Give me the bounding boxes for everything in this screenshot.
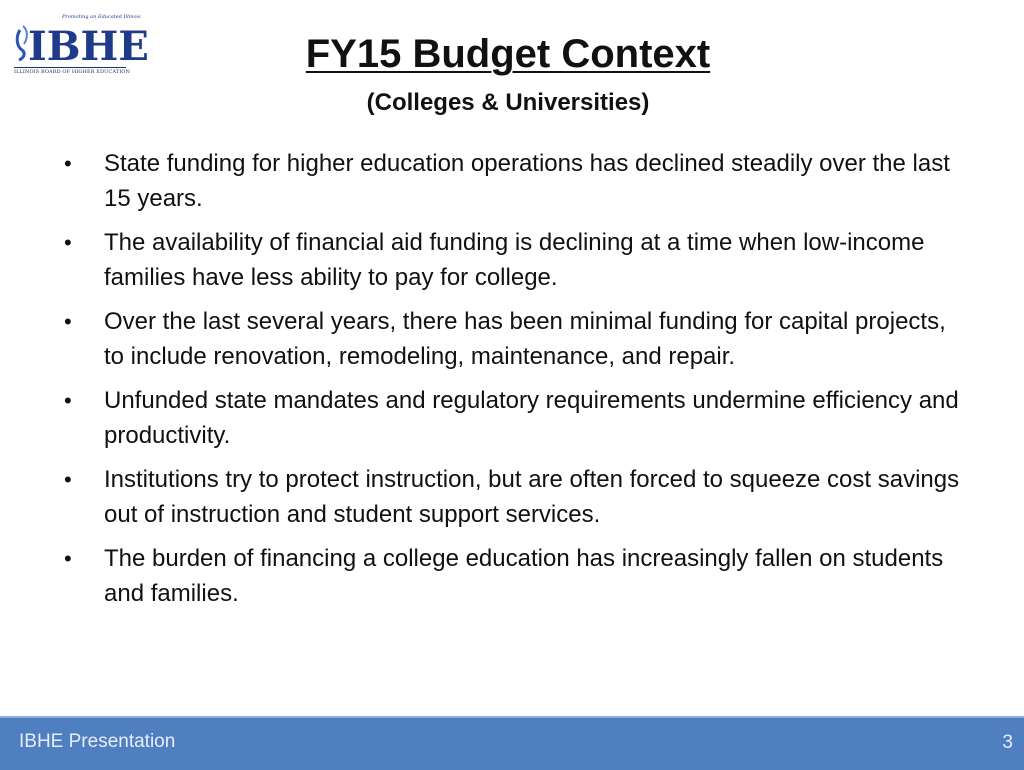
- footer-bar: [0, 716, 1024, 770]
- bullet-dot-icon: •: [64, 388, 72, 413]
- bullet-dot-icon: •: [64, 230, 72, 255]
- bullet-item: [62, 304, 962, 374]
- bullet-text: The availability of financial aid funding is declining at a time when low-income families have less ability to pay for college.: [104, 229, 925, 291]
- logo-tagline: Promoting an Educated Illinois: [62, 14, 141, 20]
- bullet-list: [62, 146, 962, 620]
- bullet-item: [62, 541, 962, 611]
- bullet-text: Institutions try to protect instruction, but are often forced to squeeze cost savings out of instruction and student support services.: [104, 466, 960, 528]
- bullet-dot-icon: •: [64, 151, 72, 176]
- bullet-dot-icon: •: [64, 467, 72, 492]
- bullet-item: [62, 225, 962, 295]
- bullet-item: [62, 462, 962, 532]
- footer-label: IBHE Presentation: [19, 731, 176, 752]
- logo-wordmark: IBHE: [28, 23, 149, 70]
- bullet-dot-icon: •: [64, 546, 72, 571]
- bullet-text: Unfunded state mandates and regulatory requirements undermine efficiency and productivity.: [104, 387, 959, 449]
- logo-org-name: ILLINOIS BOARD OF HIGHER EDUCATION: [14, 69, 130, 75]
- slide-title: FY15 Budget Context: [305, 32, 711, 76]
- bullet-text: State funding for higher education operations has declined steadily over the last 15 years.: [104, 150, 950, 212]
- bullet-text: The burden of financing a college education has increasingly fallen on students and families.: [104, 545, 944, 607]
- bullet-item: [62, 383, 962, 453]
- page-number: 3: [1002, 732, 1013, 753]
- slide-subtitle: (Colleges & Universities): [366, 89, 650, 116]
- bullet-text: Over the last several years, there has been minimal funding for capital projects, to include renovation, remodeling, maintenance, and repair.: [104, 308, 946, 370]
- bullet-dot-icon: •: [64, 309, 72, 334]
- bullet-item: [62, 146, 962, 216]
